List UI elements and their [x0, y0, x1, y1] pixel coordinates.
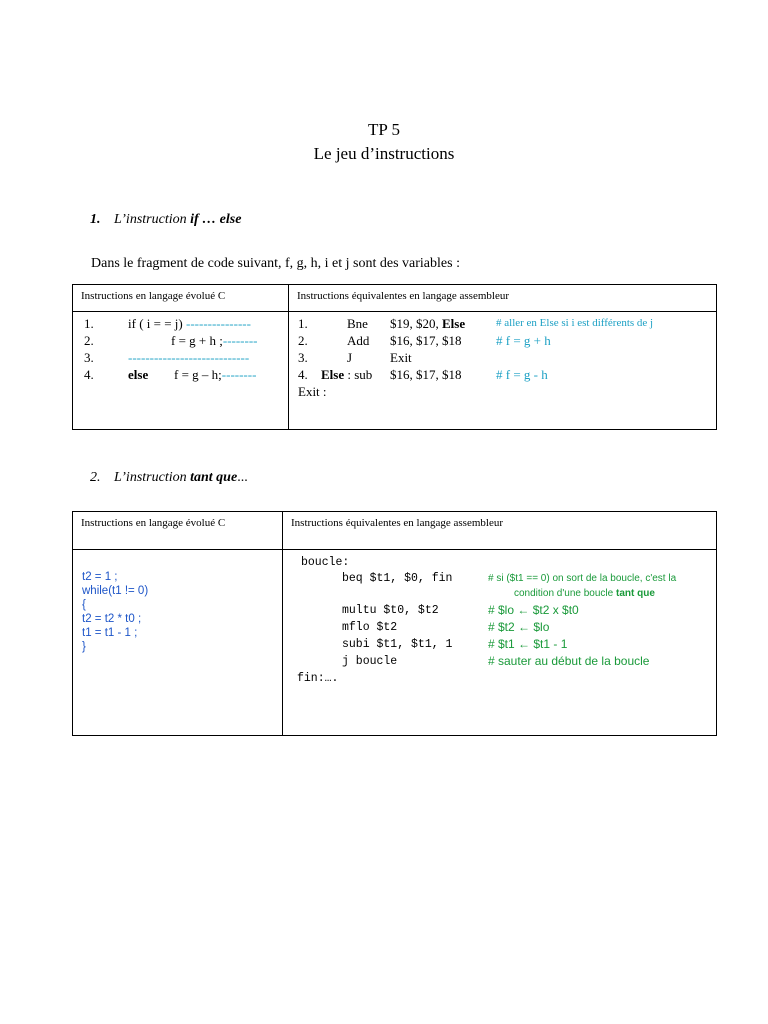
asm2-line-3: mflo $t2 [342, 621, 398, 634]
asm-line-2-num: 2. [298, 333, 308, 348]
c-line-2-code: f = g + h ;-------- [171, 333, 258, 348]
asm-line-4-num: 4. [298, 367, 308, 382]
c-line-4-num: 4. [84, 367, 94, 382]
c-line-3-code: ---------------------------- [128, 350, 250, 365]
asm2-line-4: subi $t1, $t1, 1 [342, 638, 453, 651]
asm2-label-fin: fin:…. [297, 672, 339, 685]
table1-header-c: Instructions en langage évolué C [73, 285, 289, 312]
section-2-keyword: tant que [190, 470, 238, 485]
c2-line-5: t1 = t1 - 1 ; [82, 627, 138, 639]
table2-header-c: Instructions en langage évolué C [73, 512, 283, 550]
asm-line-4-comment: # f = g - h [496, 367, 548, 382]
section-2-number: 2. [90, 470, 101, 485]
table2-c-cell [73, 550, 283, 736]
asm2-line-2: multu $t0, $t2 [342, 604, 439, 617]
page-subtitle: Le jeu d’instructions [313, 144, 455, 163]
c2-line-2: while(t1 != 0) [82, 585, 149, 597]
table2-asm-cell [283, 550, 717, 736]
asm-line-1-args: $19, $20, Else [390, 316, 466, 331]
asm-line-3-op: J [347, 350, 353, 365]
asm-line-2-args: $16, $17, $18 [390, 333, 462, 348]
asm2-line-5: j boucle [342, 655, 398, 668]
asm2-line-4-comment: # $t1 ← $t1 - 1 [488, 637, 568, 651]
asm2-label-boucle: boucle: [301, 556, 350, 569]
asm2-line-5-comment: # sauter au début de la boucle [488, 654, 650, 668]
c-line-1-num: 1. [84, 316, 94, 331]
page-title: TP 5 [368, 120, 400, 139]
c-line-3-num: 3. [84, 350, 94, 365]
c-line-2-num: 2. [84, 333, 94, 348]
asm-line-3-args: Exit [390, 350, 412, 365]
asm-line-1-comment: # aller en Else si i est différents de j [496, 317, 654, 329]
while-table [72, 511, 717, 736]
c2-line-4: t2 = t2 * t0 ; [82, 613, 142, 625]
section-2-label: L’instruction [114, 470, 187, 485]
asm2-line-1-comment-cont: condition d'une boucle tant que [514, 588, 655, 599]
c-line-4-keyword: else [128, 367, 149, 382]
asm2-line-3-comment: # $t2 ← $lo [488, 620, 550, 634]
asm-line-4-args: $16, $17, $18 [390, 367, 462, 382]
table1-asm-cell [289, 312, 717, 430]
asm-line-3-num: 3. [298, 350, 308, 365]
c-line-1-code: if ( i = = j) --------------- [128, 316, 251, 331]
asm-line-1-op: Bne [347, 316, 368, 331]
asm-line-2-comment: # f = g + h [496, 333, 551, 348]
if-else-table [72, 284, 717, 430]
asm-line-4-label: Else : sub [321, 367, 373, 382]
c2-line-6: } [82, 641, 86, 653]
section-1-number: 1. [90, 212, 101, 227]
section-2-suffix: ... [237, 470, 248, 485]
asm-line-2-op: Add [347, 333, 370, 348]
intro-text: Dans le fragment de code suivant, f, g, h, i et j sont des variables : [91, 256, 460, 271]
section-2-heading [90, 470, 248, 486]
table2-header-asm: Instructions équivalentes en langage assembleur [283, 512, 717, 550]
asm-exit-label: Exit : [298, 384, 327, 399]
section-1-label: L’instruction [114, 212, 187, 227]
c-line-4-code: f = g – h;-------- [174, 367, 257, 382]
section-1-heading [90, 212, 241, 228]
c2-line-3: { [82, 599, 86, 611]
table1-c-cell [73, 312, 289, 430]
asm2-line-1-comment: # si ($t1 == 0) on sort de la boucle, c'est la [488, 573, 677, 584]
c2-line-1: t2 = 1 ; [82, 571, 118, 583]
asm2-line-2-comment: # $lo ← $t2 x $t0 [488, 603, 579, 617]
section-1-keyword: if … else [190, 212, 242, 227]
asm2-line-1: beq $t1, $0, fin [342, 572, 453, 585]
table1-header-asm: Instructions équivalentes en langage assembleur [289, 285, 717, 312]
asm-line-1-num: 1. [298, 316, 308, 331]
